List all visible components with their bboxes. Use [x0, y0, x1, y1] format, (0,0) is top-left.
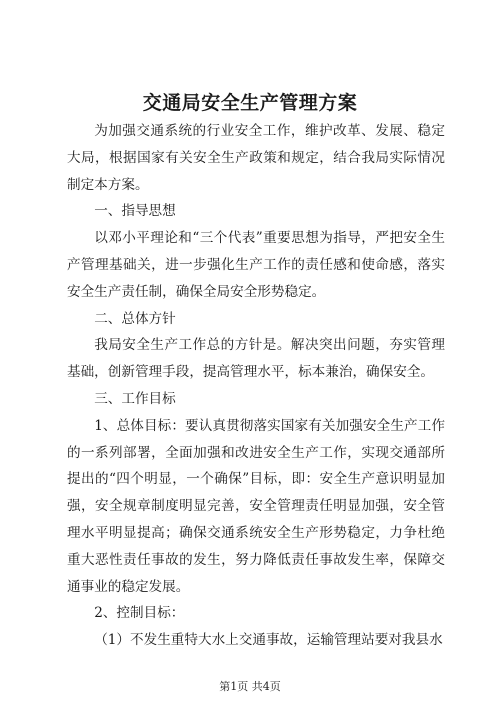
guiding-ideology-paragraph: 以邓小平理论和“三个代表”重要思想为指导，严把安全生产管理基础关，进一步强化生产工作的责任感和使命感，落实安全生产责任制，确保全局安全形势稳定。 [67, 230, 445, 300]
control-goal-item-1: （1）不发生重特大水上交通事故，运输管理站要对我县水 [94, 632, 443, 649]
general-policy-paragraph: 我局安全生产工作总的方针是。解决突出问题，夯实管理基础，创新管理手段，提高管理水平，标本兼治，确保安全。 [67, 337, 445, 381]
section-heading-guiding-ideology: 一、指导思想 [94, 203, 176, 220]
overall-goal-paragraph: 1、总体目标：要认真贯彻落实国家有关加强安全生产工作的一系列部署，全面加强和改进安全生产工作，实现交通部所提出的“四个明显，一个确保”目标，即：安全生产意识明显加强，安全规章制度明显完善，安全管理责任明显加强，安全管理水平明显提高；确保交通系统安全生产形势稳定，力争杜绝重大恶性责任事故的发生，努力降低责任事故发生率，保障交通事业的稳定发展。 [67, 417, 445, 595]
page-footer: 第1页 共4页 [219, 680, 281, 693]
document-title: 交通局安全生产管理方案 [142, 92, 358, 114]
section-heading-work-goals: 三、工作目标 [94, 390, 176, 407]
control-goal-heading: 2、控制目标： [94, 605, 185, 622]
section-heading-general-policy: 二、总体方针 [94, 310, 176, 327]
intro-paragraph: 为加强交通系统的行业安全工作，维护改革、发展、稳定大局，根据国家有关安全生产政策和规定，结合我局实际情况制定本方案。 [67, 123, 445, 193]
document-body [67, 118, 445, 654]
